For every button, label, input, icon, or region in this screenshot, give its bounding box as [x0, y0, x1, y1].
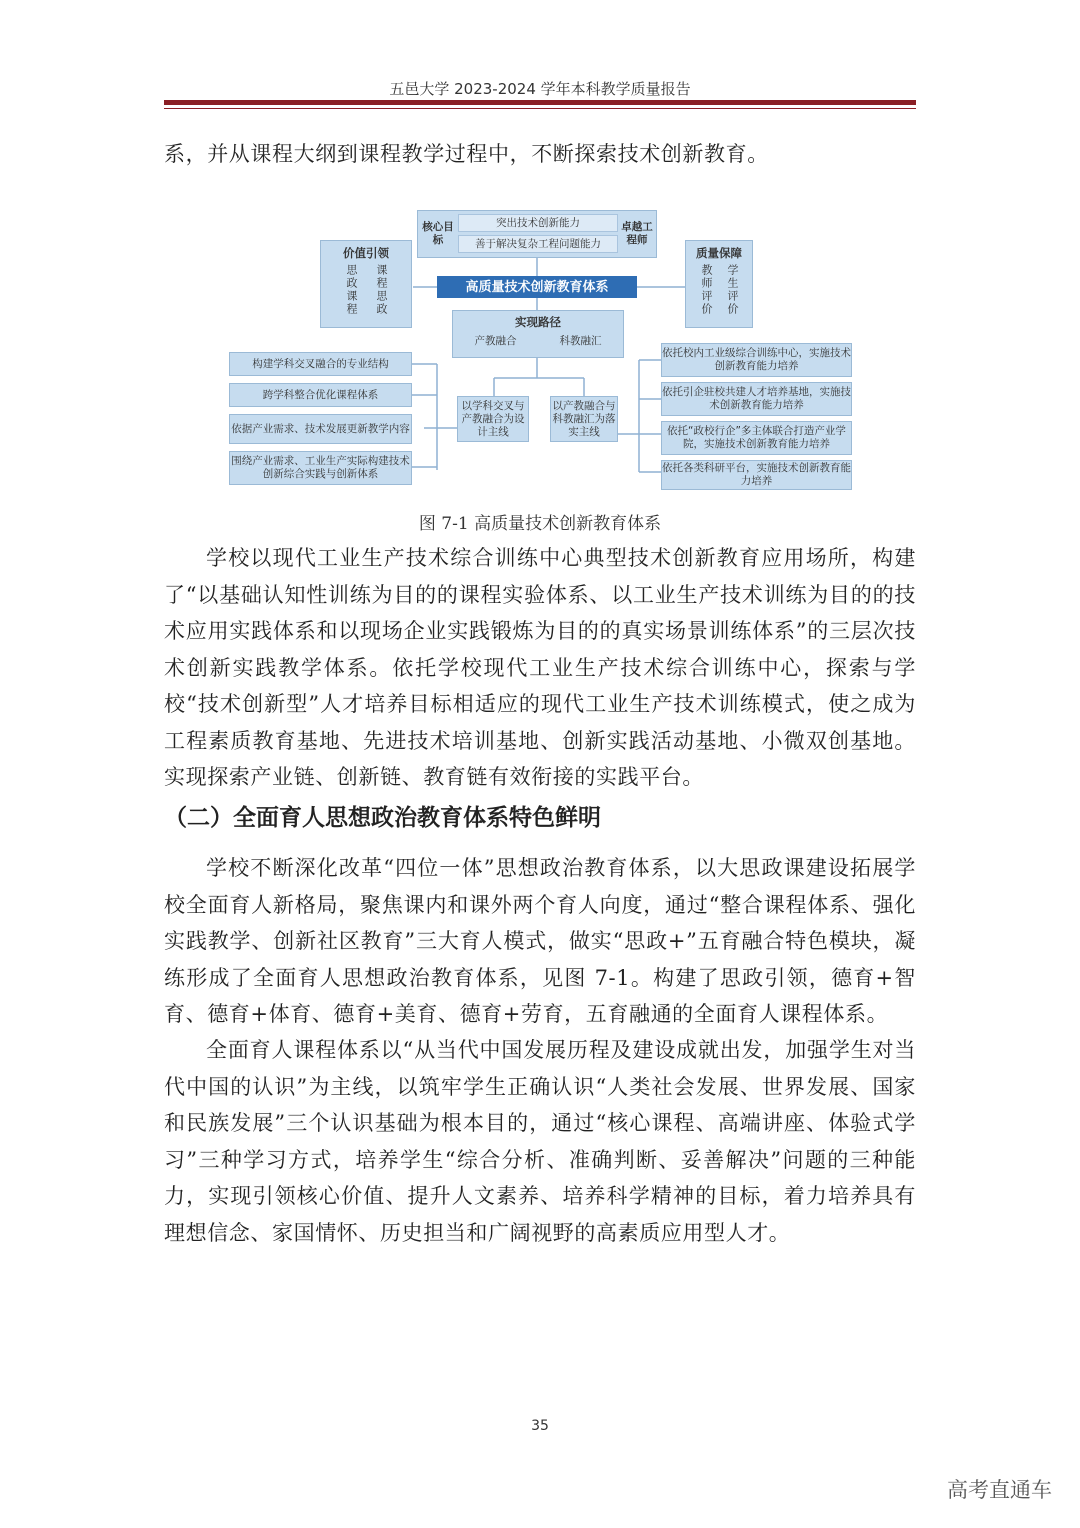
- core-goal-label: 核心目标: [422, 221, 454, 246]
- mid-left-box: 以学科交叉与产教融合为设计主线: [457, 396, 529, 442]
- core-goal-item-2: 善于解决复杂工程问题能力: [458, 235, 618, 253]
- left-item-1: 构建学科交叉融合的专业结构: [229, 352, 412, 376]
- page-number: 35: [531, 1418, 549, 1434]
- quality-assurance-box: [685, 240, 753, 328]
- section-heading: （二）全面育人思想政治教育体系特色鲜明: [164, 805, 601, 831]
- value-guidance-title: 价值引领: [343, 246, 389, 260]
- paragraph-2: 学校不断深化改革“四位一体”思想政治教育体系，以大思政课建设拓展学校全面育人新格局，聚焦课内和课外两个育人向度，通过“整合课程体系、强化实践教学、创新社区教育”三大育人模式，做实“思政+”五育融合特色模块，凝练形成了全面育人思想政治教育体系，见图 7-1。构建了思政引领，德育+智育、德育+体育、德育+美育、德育+劳育，五育融通的全面育人课程体系。: [164, 856, 916, 1026]
- quality-assurance-title: 质量保障: [696, 246, 742, 260]
- report-header: 五邑大学 2023-2024 学年本科教学质量报告: [389, 80, 691, 98]
- right-item-3: 依托“政校行企”多主体联合打造产业学院，实施技术创新教育能力培养: [661, 421, 852, 455]
- path-item-2: 科教融汇: [559, 335, 602, 347]
- path-item-1: 产教融合: [474, 335, 517, 347]
- figure-caption: 图 7-1 高质量技术创新教育体系: [418, 514, 662, 534]
- implementation-path-title: 实现路径: [515, 315, 561, 329]
- value-guidance-col-1: 思政课程: [345, 264, 358, 316]
- watermark: 高考直通车: [947, 1478, 1052, 1502]
- left-item-4: 围绕产业需求、工业生产实际构建技术创新综合实践与创新体系: [229, 451, 412, 485]
- mid-right-box: 以产教融合与科教融汇为落实主线: [550, 396, 618, 442]
- left-item-2: 跨学科整合优化课程体系: [229, 383, 412, 407]
- left-item-3: 依据产业需求、技术发展更新教学内容: [229, 414, 412, 444]
- intro-line: 系，并从课程大纲到课程教学过程中，不断探索技术创新教育。: [164, 142, 769, 166]
- quality-assurance-col-1: 教师评价: [700, 264, 713, 316]
- core-goal-item-1: 突出技术创新能力: [458, 214, 618, 232]
- right-item-4: 依托各类科研平台，实施技术创新教育能力培养: [661, 460, 852, 490]
- value-guidance-col-2: 课程思政: [375, 264, 388, 316]
- excellent-engineer-label: 卓越工程师: [621, 221, 653, 246]
- implementation-path-box: [452, 310, 624, 358]
- right-item-1: 依托校内工业级综合训练中心，实施技术创新教育能力培养: [661, 343, 852, 377]
- paragraph-3: 全面育人课程体系以“从当代中国发展历程及建设成就出发，加强学生对当代中国的认识”为主线，以筑牢学生正确认识“人类社会发展、世界发展、国家和民族发展”三个认识基础为根本目的，通过“核心课程、高端讲座、体验式学习”三种学习方式，培养学生“综合分析、准确判断、妥善解决”问题的三种能力，实现引领核心价值、提升人文素养、培养科学精神的目标，着力培养具有理想信念、家国情怀、历史担当和广阔视野的高素质应用型人才。: [164, 1038, 916, 1245]
- value-guidance-box: [320, 240, 412, 328]
- paragraph-1: 学校以现代工业生产技术综合训练中心典型技术创新教育应用场所，构建了“以基础认知性训练为目的的课程实验体系、以工业生产技术训练为目的的技术应用实践体系和以现场企业实践锻炼为目的的真实场景训练体系”的三层次技术创新实践教学体系。依托学校现代工业生产技术综合训练中心，探索与学校“技术创新型”人才培养目标相适应的现代工业生产技术训练模式，使之成为工程素质教育基地、先进技术培训基地、创新实践活动基地、小微双创基地。实现探索产业链、创新链、教育链有效衔接的实践平台。: [164, 546, 916, 789]
- quality-assurance-col-2: 学生评价: [726, 264, 739, 316]
- right-item-2: 依托引企驻校共建人才培养基地，实施技术创新教育能力培养: [661, 382, 852, 416]
- center-title: 高质量技术创新教育体系: [437, 276, 637, 298]
